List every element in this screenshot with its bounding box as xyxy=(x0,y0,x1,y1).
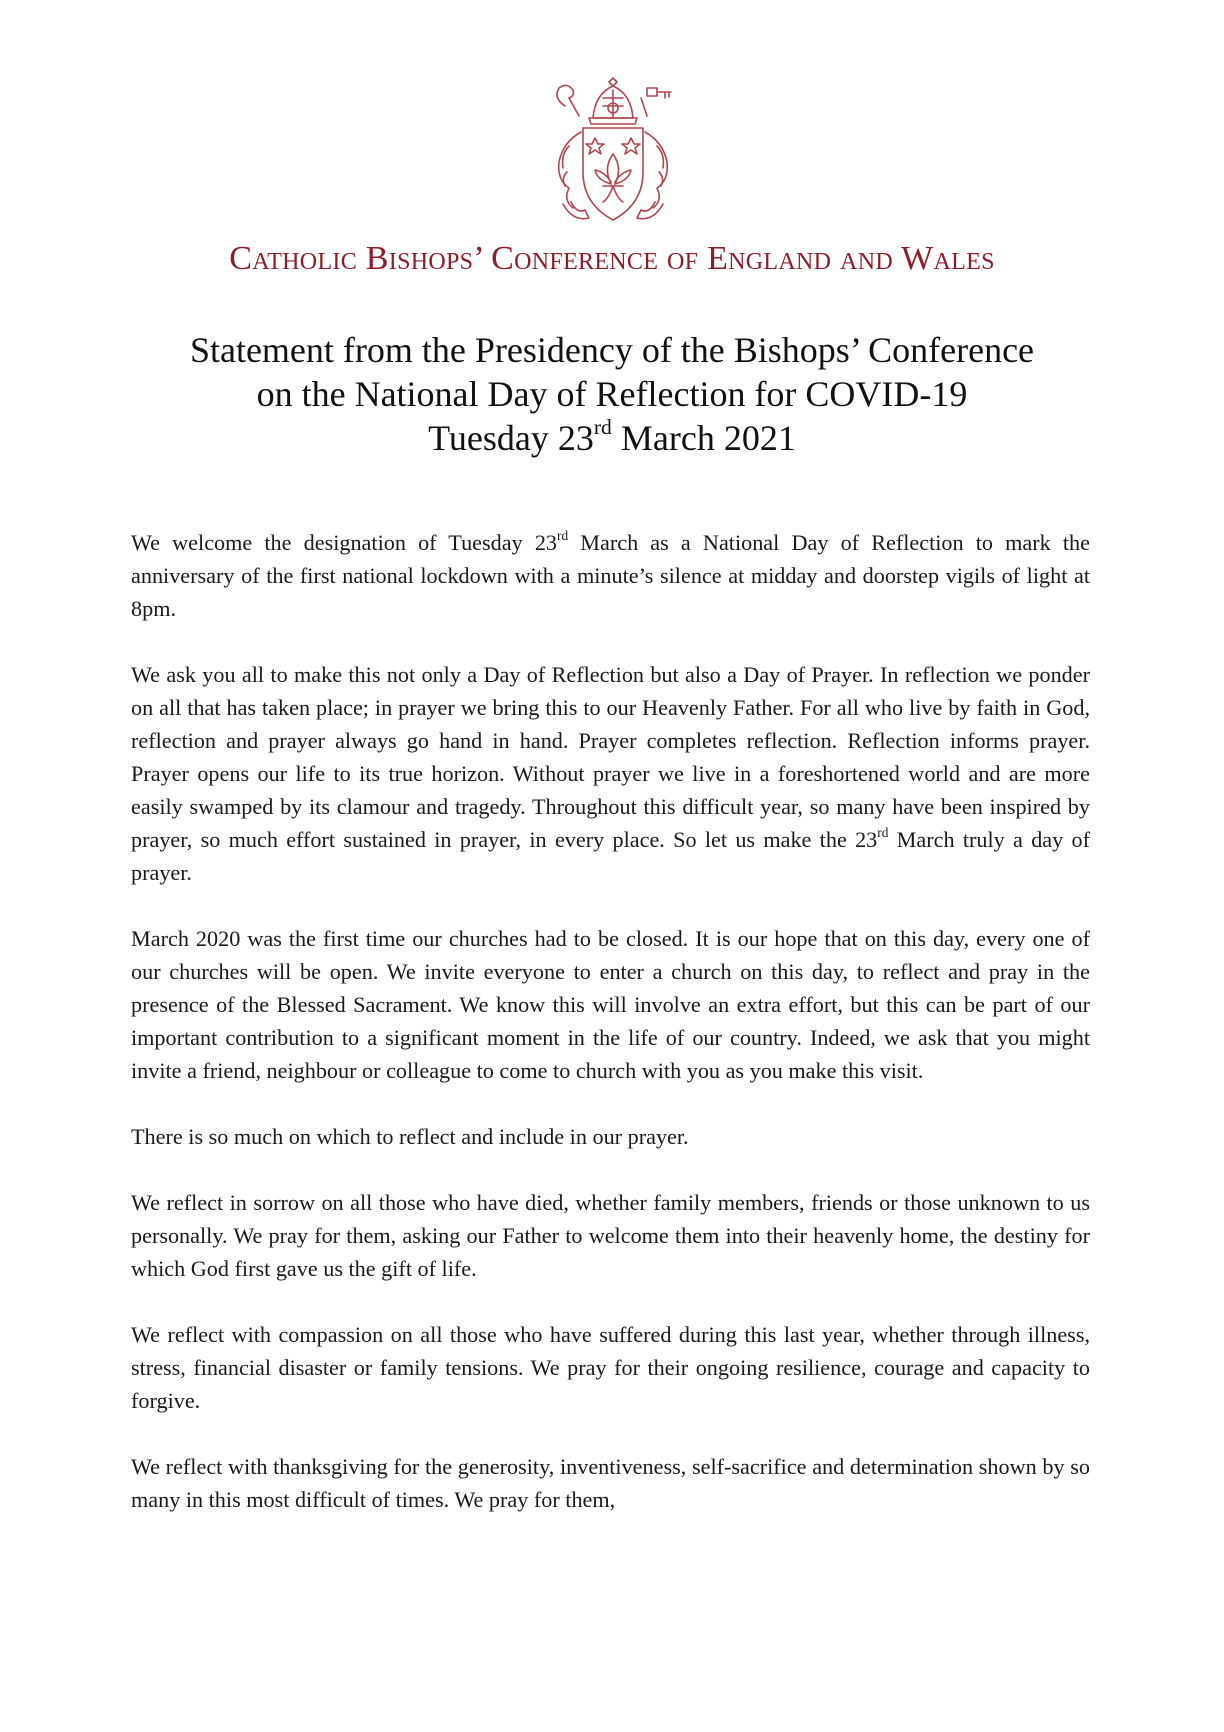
paragraph-sorrow: We reflect in sorrow on all those who have died, whether family members, friends or those unknown to us personally. We pray for them, asking our Father to welcome them into their heavenly home, the destiny for which God first gave us the gift of life. xyxy=(131,1190,1090,1281)
title-date-suffix: rd xyxy=(593,414,612,439)
title-date-post: March 2021 xyxy=(611,418,796,458)
title-line-3 xyxy=(0,416,1224,460)
coat-of-arms-icon xyxy=(523,72,703,237)
paragraph-prayer-pre: We ask you all to make this not only a Day of Reflection but also a Day of Prayer. In reflection we ponder on all that has taken place; in prayer we bring this to our Heavenly Father. For all who live by faith in God, reflection and prayer always go hand in hand. Prayer completes reflection. Reflection informs prayer. Prayer opens our life to its true horizon. Without prayer we live in a foreshortened world and are more easily swamped by its clamour and tragedy. Throughout this difficult year, so many have been inspired by prayer, so much effort sustained in prayer, in every place. So let us make the 23 xyxy=(131,662,1090,852)
paragraph-welcome-pre: We welcome the designation of Tuesday 23 xyxy=(131,530,558,555)
paragraph-compassion: We reflect with compassion on all those who have suffered during this last year, whether through illness, stress, financial disaster or family tensions. We pray for their ongoing resilience, courage and capacity to forgive. xyxy=(131,1322,1090,1413)
paragraph-day-of-prayer xyxy=(131,658,1090,889)
title-date-pre: Tuesday 23 xyxy=(428,418,594,458)
paragraph-prayer-suffix: rd xyxy=(877,824,889,840)
title-line-2: on the National Day of Reflection for COVID-19 xyxy=(256,374,968,414)
statement-body xyxy=(131,526,1090,1516)
title-line-1: Statement from the Presidency of the Bishops’ Conference xyxy=(189,330,1035,370)
paragraph-welcome-suffix: rd xyxy=(557,527,569,543)
paragraph-welcome xyxy=(131,526,1090,625)
paragraph-prayer-post: March truly a day of prayer. xyxy=(131,827,1091,885)
paragraph-reflect-intro: There is so much on which to reflect and include in our prayer. xyxy=(131,1124,689,1149)
document-title xyxy=(0,328,1224,460)
organization-name: Catholic Bishops’ Conference of England and Wales xyxy=(229,240,995,277)
paragraph-thanksgiving: We reflect with thanksgiving for the generosity, inventiveness, self-sacrifice and determination shown by so many in this most difficult of times. We pray for them, xyxy=(131,1454,1090,1512)
paragraph-churches-open: March 2020 was the first time our churches had to be closed. It is our hope that on this day, every one of our churches will be open. We invite everyone to enter a church on this day, to reflect and pray in the presence of the Blessed Sacrament. We know this will involve an extra effort, but this can be part of our important contribution to a significant moment in the life of our country. Indeed, we ask that you might invite a friend, neighbour or colleague to come to church with you as you make this visit. xyxy=(131,926,1090,1083)
paragraph-welcome-post: March as a National Day of Reflection to mark the anniversary of the first national lockdown with a minute’s silence at midday and doorstep vigils of light at 8pm. xyxy=(131,530,1090,621)
